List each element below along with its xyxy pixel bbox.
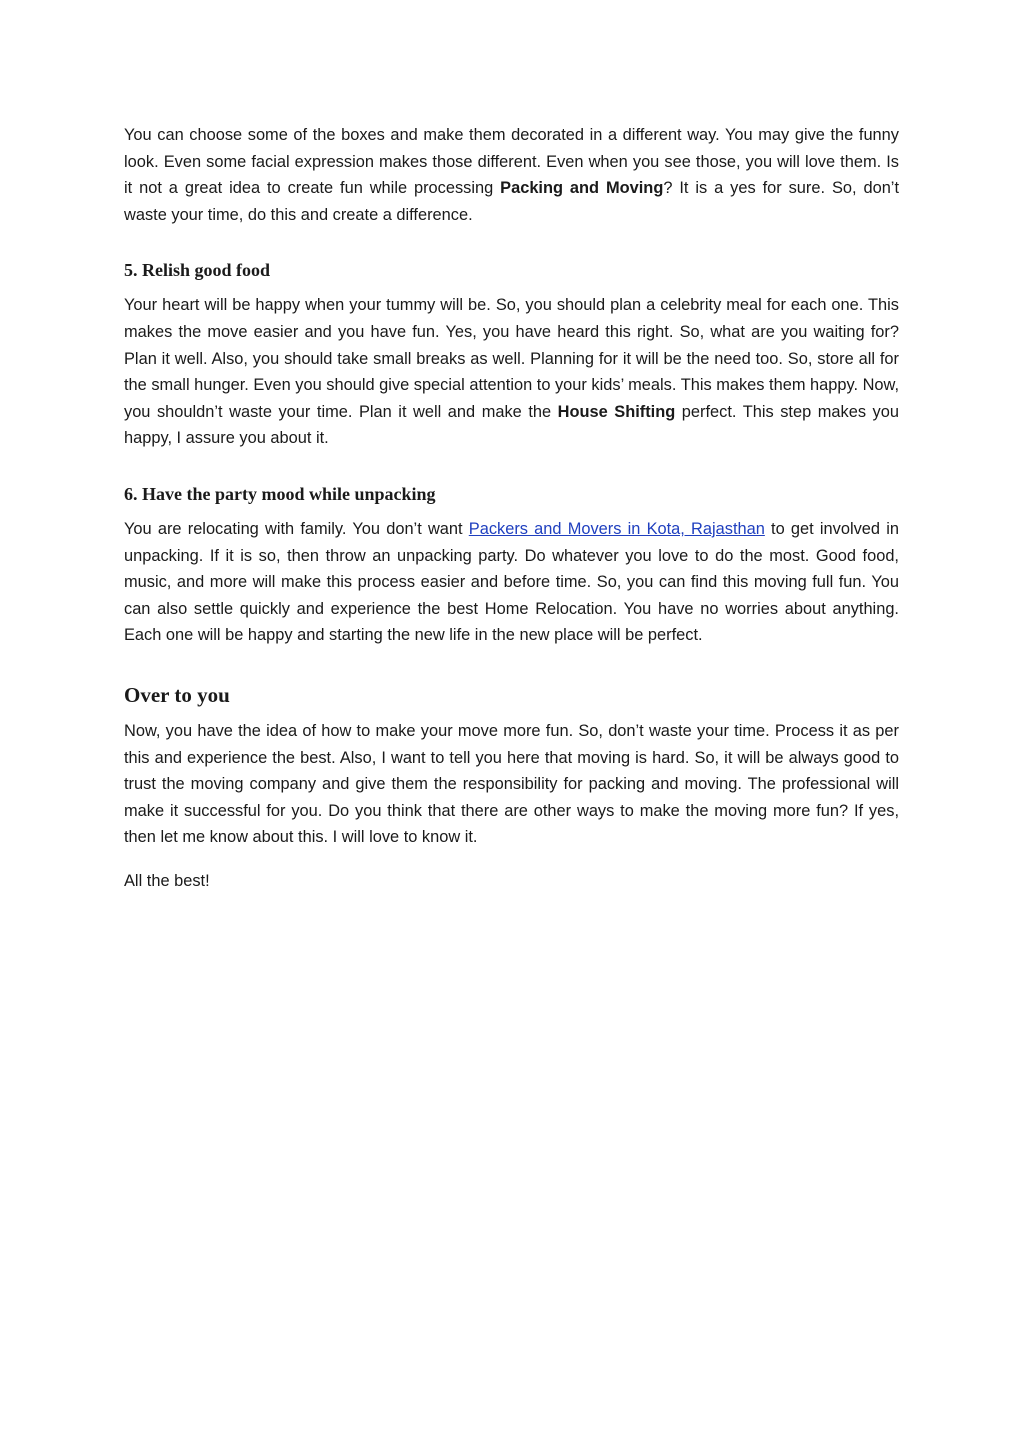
document-body [124, 122, 899, 894]
section-5-heading: 5. Relish good food [124, 260, 271, 281]
intro-bold-term: Packing and Moving [500, 179, 664, 198]
conclusion-heading: Over to you [124, 682, 230, 707]
section-6-heading: 6. Have the party mood while unpacking [124, 483, 436, 504]
section-6-text-after: to get involved in unpacking. If it is so, then throw an unpacking party. Do whatever you love to do the most. Good food, music, and more will make this process easier and before time. So, you can find this moving full fun. You can also settle quickly and experience the best Home Relocation. You have no worries about anything. Each one will be happy and starting the new life in the new place will be perfect. [124, 519, 899, 645]
conclusion-paragraph: Now, you have the idea of how to make your move more fun. So, don’t waste your time. Process it as per this and experience the best. Also, I want to tell you here that moving is hard. So, it will be always good to trust the moving company and give them the responsibility for packing and moving. The professional will make it successful for you. Do you think that there are other ways to make the moving more fun? If yes, then let me know about this. I will love to know it. [124, 721, 899, 847]
intro-text-after: ? It is a yes for sure. So, don’t waste your time, do this and create a difference. [124, 179, 900, 224]
intro-paragraph [124, 122, 899, 228]
section-6-paragraph [124, 516, 899, 649]
signoff-text: All the best! [124, 871, 210, 890]
section-6-text-before: You are relocating with family. You don’t want [124, 519, 469, 538]
section-5-bold-term: House Shifting [557, 402, 676, 421]
intro-text-before: You can choose some of the boxes and make them decorated in a different way. You may give the funny look. Even some facial expression makes those different. Even when you see those, you will love them. Is it not a great idea to create fun while processing [124, 126, 899, 198]
section-5-text-before: Your heart will be happy when your tummy will be. So, you should plan a celebrity meal for each one. This makes the move easier and you have fun. Yes, you have heard this right. So, what are you waiting for? Plan it well. Also, you should take small breaks as well. Planning for it will be the need too. So, store all for the small hunger. Even you should give special attention to your kids’ meals. This makes them happy. Now, you shouldn’t waste your time. Plan it well and make the [124, 296, 900, 421]
packers-movers-link[interactable]: Packers and Movers in Kota, Rajasthan [468, 519, 765, 538]
section-5-paragraph [124, 292, 899, 452]
section-5-text-after: perfect. This step makes you happy, I assure you about it. [124, 402, 899, 448]
